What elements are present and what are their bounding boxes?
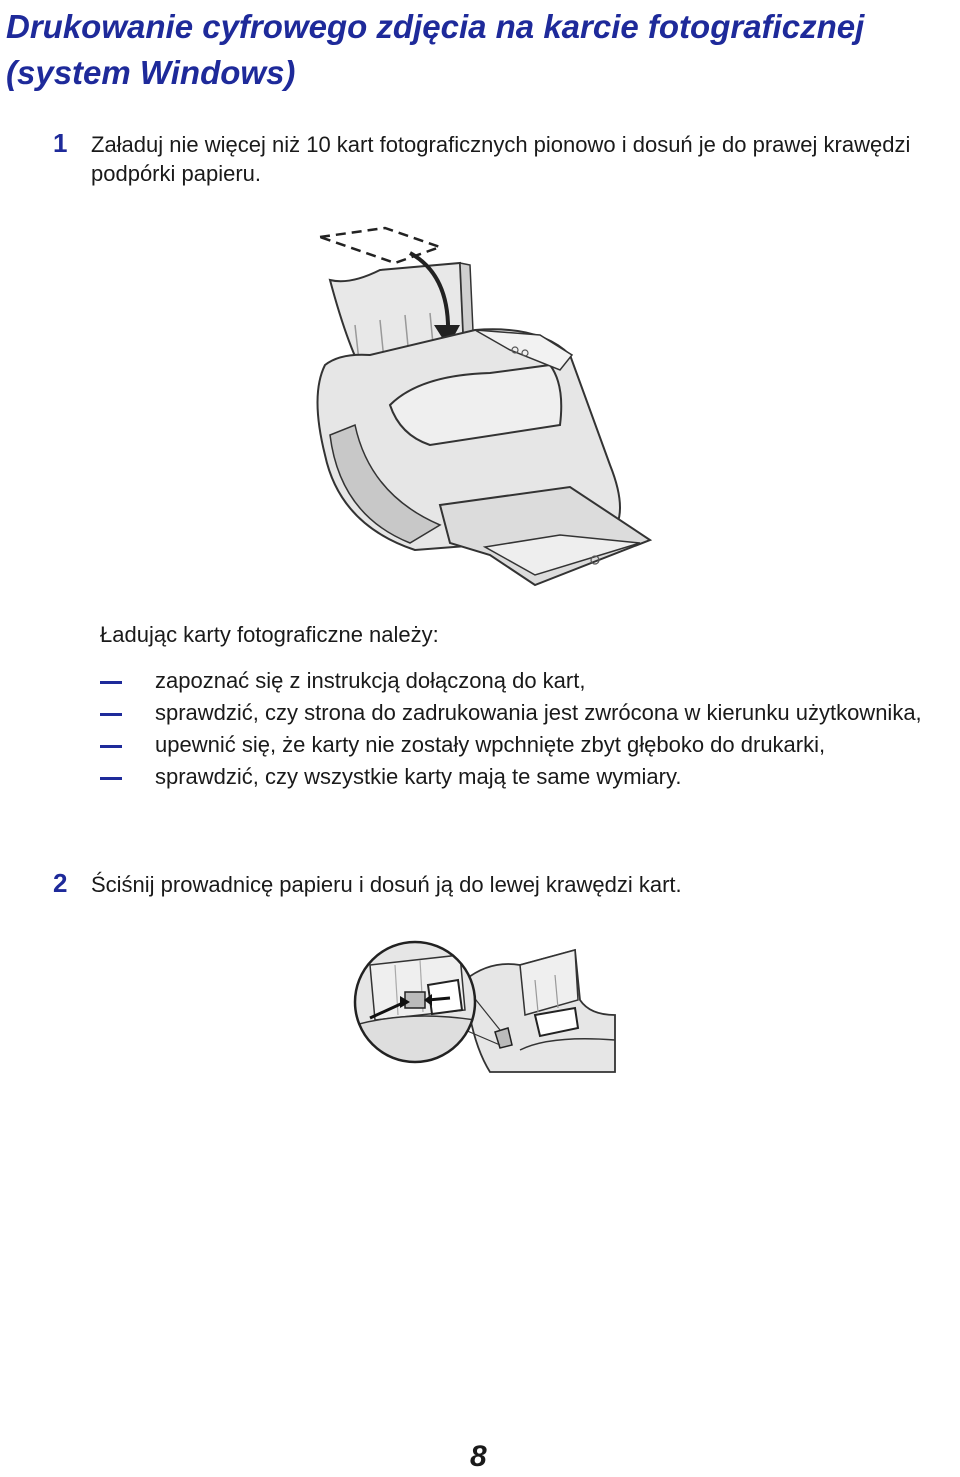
list-item-text: sprawdzić, czy wszystkie karty mają te same wymiary. [155, 764, 682, 789]
note-text: Ładując karty fotograficzne należy: [100, 622, 439, 647]
paper-guide-illustration [350, 940, 620, 1080]
page-number: 8 [470, 1440, 487, 1473]
list-item-text: upewnić się, że karty nie zostały wpchnięte zbyt głęboko do drukarki, [155, 732, 826, 757]
step-number: 1 [53, 128, 68, 158]
dash-bullet-icon [100, 713, 122, 716]
page-title: Drukowanie cyfrowego zdjęcia na karcie fotograficznej (system Windows) [6, 8, 865, 91]
dash-bullet-icon [100, 777, 122, 780]
list-item [0, 762, 960, 791]
dash-bullet-icon [100, 681, 122, 684]
list-item [0, 698, 960, 727]
step-number: 2 [53, 868, 68, 898]
step-text: Załaduj nie więcej niż 10 kart fotograficznych pionowo i dosuń je do prawej krawędzi podpórki papieru. [91, 132, 911, 186]
dash-bullet-icon [100, 745, 122, 748]
list-item [0, 730, 960, 759]
bullet-list [0, 666, 960, 794]
step-text: Ściśnij prowadnicę papieru i dosuń ją do lewej krawędzi kart. [91, 872, 682, 897]
list-item [0, 666, 960, 695]
list-item-text: sprawdzić, czy strona do zadrukowania jest zwrócona w kierunku użytkownika, [155, 700, 922, 725]
printer-loading-illustration [310, 225, 660, 600]
list-item-text: zapoznać się z instrukcją dołączoną do kart, [155, 668, 586, 693]
